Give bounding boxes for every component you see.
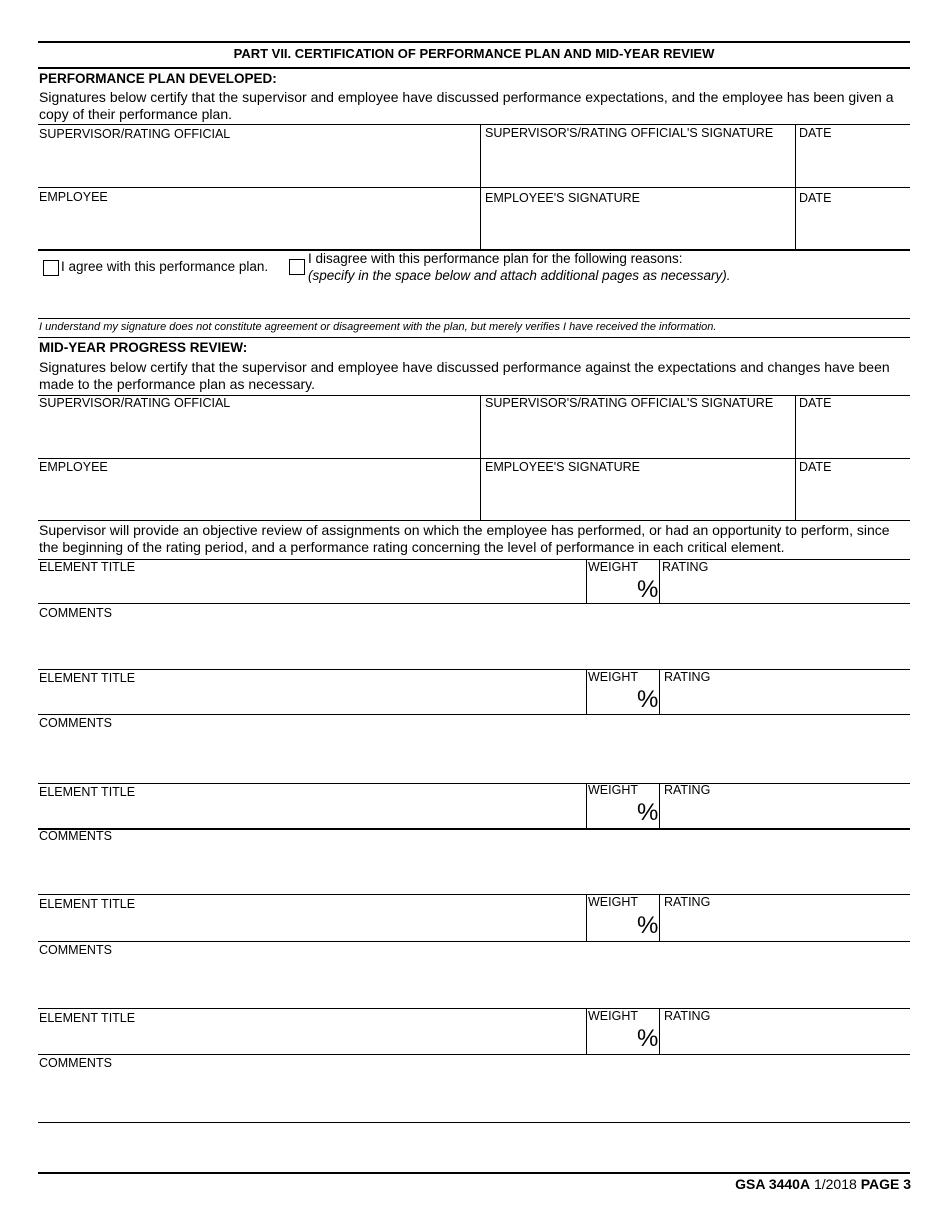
plan-divider-date (795, 124, 796, 250)
midyear-supervisor-label: SUPERVISOR/RATING OFFICIAL (39, 396, 231, 410)
rating-label: RATING (664, 895, 711, 909)
midyear-supervisor-sig-label: SUPERVISOR'S/RATING OFFICIAL'S SIGNATURE (485, 396, 774, 410)
weight-label: WEIGHT (588, 670, 638, 684)
plan-employee-date-label: DATE (799, 191, 832, 205)
element-block-rule (38, 783, 910, 784)
weight-divider (586, 669, 587, 715)
plan-divider-sig (480, 124, 481, 250)
plan-employee-signature-field[interactable] (482, 205, 794, 249)
agree-label: I agree with this performance plan. (61, 259, 269, 274)
page-number: PAGE 3 (860, 1176, 911, 1192)
top-rule (38, 41, 910, 43)
comments-label: COMMENTS (39, 716, 112, 730)
understand-note: I understand my signature does not constitute agreement or disagreement with the plan, but merely verifies I have received the information. (39, 321, 717, 333)
comments-label: COMMENTS (39, 1056, 112, 1070)
rating-field[interactable] (661, 800, 910, 828)
weight-label: WEIGHT (588, 895, 638, 909)
weight-field[interactable] (588, 800, 634, 828)
rating-field[interactable] (661, 912, 910, 940)
comments-field[interactable] (38, 621, 910, 668)
element-row-rule (38, 941, 910, 942)
midyear-supervisor-date-label: DATE (799, 396, 832, 410)
weight-field[interactable] (588, 575, 634, 603)
plan-table-top-rule (38, 124, 910, 125)
element-title-label: ELEMENT TITLE (39, 560, 136, 574)
rating-label: RATING (664, 670, 711, 684)
weight-field[interactable] (588, 912, 634, 940)
plan-employee-date-field[interactable] (796, 205, 910, 249)
midyear-supervisor-signature-field[interactable] (482, 411, 794, 457)
weight-field[interactable] (588, 686, 634, 714)
element-block-rule (38, 669, 910, 670)
midyear-employee-sig-label: EMPLOYEE'S SIGNATURE (485, 460, 640, 474)
plan-supervisor-field[interactable] (38, 141, 480, 187)
form-id: GSA 3440A (735, 1176, 811, 1192)
midyear-supervisor-date-field[interactable] (796, 411, 910, 457)
disagree-note: (specify in the space below and attach additional pages as necessary). (308, 268, 731, 283)
plan-supervisor-date-label: DATE (799, 126, 832, 140)
weight-divider (586, 1008, 587, 1054)
disagree-reasons-field[interactable] (38, 286, 910, 318)
element-row-rule (38, 603, 910, 604)
element-title-label: ELEMENT TITLE (39, 671, 136, 685)
rating-divider (659, 894, 660, 941)
element-row-rule (38, 1054, 910, 1055)
midyear-employee-signature-field[interactable] (482, 475, 794, 519)
element-block-rule (38, 1008, 910, 1009)
midyear-divider-date (795, 395, 796, 521)
element-title-label: ELEMENT TITLE (39, 1011, 136, 1025)
element-row-rule (38, 714, 910, 715)
comments-field[interactable] (38, 958, 910, 1008)
rating-field[interactable] (661, 1026, 910, 1054)
comments-label: COMMENTS (39, 943, 112, 957)
rating-field[interactable] (661, 686, 910, 714)
comments-label: COMMENTS (39, 606, 112, 620)
comments-field[interactable] (38, 731, 910, 782)
percent-sign: % (637, 576, 659, 603)
plan-supervisor-label: SUPERVISOR/RATING OFFICIAL (39, 127, 231, 141)
element-block-rule (38, 894, 910, 895)
comments-field[interactable] (38, 845, 910, 893)
weight-label: WEIGHT (588, 783, 638, 797)
element-title-label: ELEMENT TITLE (39, 785, 136, 799)
midyear-divider-sig (480, 395, 481, 521)
plan-employee-sig-label: EMPLOYEE'S SIGNATURE (485, 191, 640, 205)
rating-label: RATING (664, 783, 711, 797)
rating-divider (659, 669, 660, 715)
percent-sign: % (637, 686, 659, 713)
element-row-rule (38, 828, 910, 830)
rating-divider (659, 559, 660, 604)
weight-label: WEIGHT (588, 1009, 638, 1023)
plan-intro: Signatures below certify that the supervisor and employee have discussed performance expectations, and the employee has been given a copy of their performance plan. (39, 89, 894, 122)
disagree-checkbox[interactable] (289, 259, 305, 275)
disagree-label: I disagree with this performance plan for the following reasons: (308, 251, 683, 266)
midyear-employee-date-label: DATE (799, 460, 832, 474)
plan-employee-field[interactable] (38, 205, 480, 249)
plan-supervisor-date-field[interactable] (796, 141, 910, 187)
plan-supervisor-signature-field[interactable] (482, 141, 794, 187)
element-title-field[interactable] (38, 800, 585, 828)
comments-field[interactable] (38, 1071, 910, 1121)
weight-field[interactable] (588, 1026, 634, 1054)
understand-bottom-rule (38, 337, 910, 338)
agree-checkbox[interactable] (43, 260, 59, 276)
rating-label: RATING (664, 1009, 711, 1023)
footer-rule (38, 1172, 910, 1174)
midyear-supervisor-field[interactable] (38, 411, 480, 457)
element-title-field[interactable] (38, 912, 585, 940)
weight-divider (586, 894, 587, 941)
weight-divider (586, 559, 587, 604)
plan-heading: PERFORMANCE PLAN DEVELOPED: (39, 71, 277, 86)
midyear-intro: Signatures below certify that the supervisor and employee have discussed performance against the expectations and changes have been made to the performance plan as necessary. (39, 359, 890, 392)
element-block-rule (38, 1122, 910, 1123)
form-footer (735, 1176, 911, 1193)
part-title-rule (38, 67, 910, 69)
review-note: Supervisor will provide an objective review of assignments on which the employee has performed, or had an opportunity to perform, since the beginning of the rating period, and a performance rating concerning the level of performance in each critical element. (39, 522, 890, 555)
form-revision: 1/2018 (813, 1176, 857, 1192)
midyear-row-rule (38, 458, 910, 459)
rating-label: RATING (662, 560, 709, 574)
element-title-label: ELEMENT TITLE (39, 897, 136, 911)
rating-divider (659, 783, 660, 829)
midyear-employee-date-field[interactable] (796, 475, 910, 519)
percent-sign: % (637, 799, 659, 826)
plan-employee-label: EMPLOYEE (39, 190, 108, 204)
midyear-employee-field[interactable] (38, 475, 480, 519)
element-title-field[interactable] (38, 575, 585, 603)
midyear-employee-label: EMPLOYEE (39, 460, 108, 474)
percent-sign: % (637, 912, 659, 939)
weight-label: WEIGHT (588, 560, 638, 574)
part-title: PART VII. CERTIFICATION OF PERFORMANCE PLAN AND MID-YEAR REVIEW (233, 46, 715, 61)
comments-label: COMMENTS (39, 829, 112, 843)
weight-divider (586, 783, 587, 829)
understand-top-rule (38, 318, 910, 319)
midyear-table-bottom-rule (38, 520, 910, 521)
percent-sign: % (637, 1025, 659, 1052)
rating-divider (659, 1008, 660, 1054)
elements-top-rule (38, 559, 910, 560)
element-title-field[interactable] (38, 686, 585, 714)
plan-row-rule (38, 187, 910, 188)
element-title-field[interactable] (38, 1026, 585, 1054)
rating-field[interactable] (661, 575, 910, 603)
midyear-heading: MID-YEAR PROGRESS REVIEW: (39, 340, 248, 355)
plan-supervisor-sig-label: SUPERVISOR'S/RATING OFFICIAL'S SIGNATURE (485, 126, 774, 140)
